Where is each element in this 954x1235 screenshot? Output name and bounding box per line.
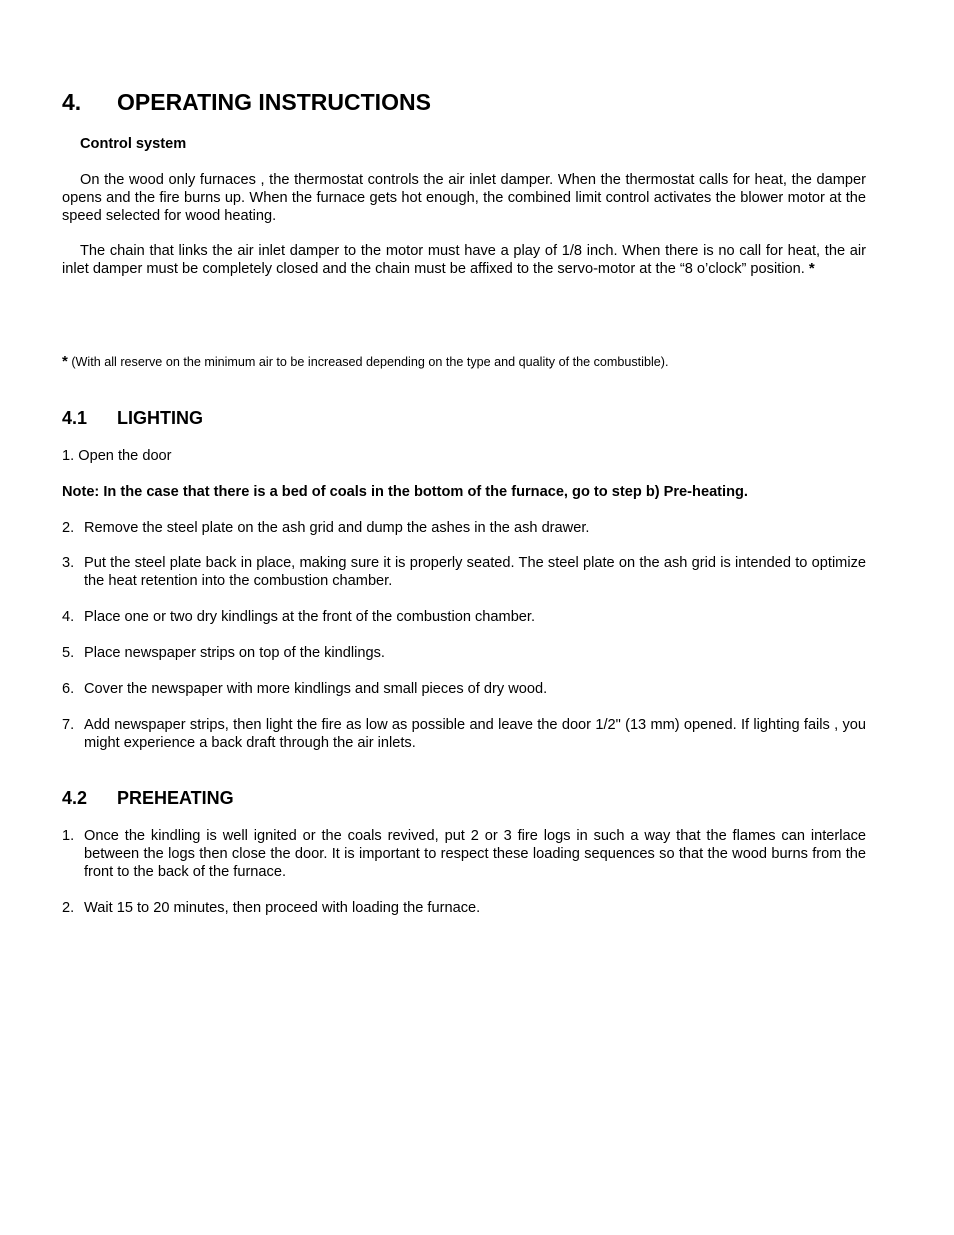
lighting-step-2	[62, 519, 866, 537]
list-number: 6.	[62, 681, 75, 697]
lighting-title: LIGHTING	[117, 408, 203, 428]
list-text: Add newspaper strips, then light the fire as low as possible and leave the door 1/2" (13 mm) opened. If lighting fails , you might experience a back draft through the air inlets.	[84, 717, 866, 751]
section-title: OPERATING INSTRUCTIONS	[117, 89, 431, 115]
preheating-step-2	[62, 899, 866, 917]
preheating-title: PREHEATING	[117, 788, 234, 808]
preheating-heading	[62, 787, 866, 809]
asterisk-marker: *	[808, 260, 815, 277]
list-number: 1.	[62, 828, 75, 844]
preheating-number: 4.2	[62, 788, 88, 808]
list-number: 2.	[62, 900, 75, 916]
lighting-step-5	[62, 644, 866, 662]
lighting-step-3	[62, 554, 866, 590]
list-text: Wait 15 to 20 minutes, then proceed with loading the furnace.	[84, 900, 481, 916]
list-number: 5.	[62, 645, 75, 661]
list-number: 2.	[62, 520, 75, 536]
section-heading	[62, 89, 866, 115]
list-text: Place one or two dry kindlings at the front of the combustion chamber.	[84, 609, 536, 625]
footnote-text: (With all reserve on the minimum air to be increased depending on the type and quality of the combustible).	[71, 355, 669, 369]
control-system-paragraph-2	[62, 242, 866, 278]
lighting-number: 4.1	[62, 408, 88, 428]
footnote-marker: *	[62, 353, 68, 370]
list-text: Once the kindling is well ignited or the coals revived, put 2 or 3 fire logs in such a way that the flames can interlace between the logs then close the door. It is important to respect these loading sequences so that the wood burns from the front to the back of the furnace.	[84, 828, 866, 880]
lighting-step-4	[62, 608, 866, 626]
list-number: 3.	[62, 555, 75, 571]
control-system-paragraph-2-text: The chain that links the air inlet damper to the motor must have a play of 1/8 inch. When there is no call for heat, the air inlet damper must be completely closed and the chain must be affixed to the servo-motor at the “8 o’clock” position.	[62, 243, 866, 277]
control-system-paragraph-1: On the wood only furnaces , the thermostat controls the air inlet damper. When the thermostat calls for heat, the damper opens and the fire burns up. When the furnace gets hot enough, the combined limit control activates the blower motor at the speed selected for wood heating.	[62, 172, 866, 224]
list-text: Cover the newspaper with more kindlings and small pieces of dry wood.	[84, 681, 548, 697]
footnote	[62, 353, 866, 371]
section-number: 4.	[62, 89, 82, 115]
lighting-heading	[62, 407, 866, 429]
lighting-note: Note: In the case that there is a bed of coals in the bottom of the furnace, go to step b) Pre-heating.	[62, 484, 748, 500]
lighting-step-1: 1. Open the door	[62, 448, 172, 464]
list-text: Put the steel plate back in place, making sure it is properly seated. The steel plate on the ash grid is intended to optimize the heat retention into the combustion chamber.	[84, 555, 866, 589]
list-number: 7.	[62, 717, 75, 733]
preheating-step-1	[62, 827, 866, 881]
lighting-step-7	[62, 716, 866, 752]
control-system-heading: Control system	[80, 136, 187, 152]
list-text: Remove the steel plate on the ash grid and dump the ashes in the ash drawer.	[84, 520, 590, 536]
list-number: 4.	[62, 609, 75, 625]
lighting-step-6	[62, 680, 866, 698]
list-text: Place newspaper strips on top of the kindlings.	[84, 645, 385, 661]
